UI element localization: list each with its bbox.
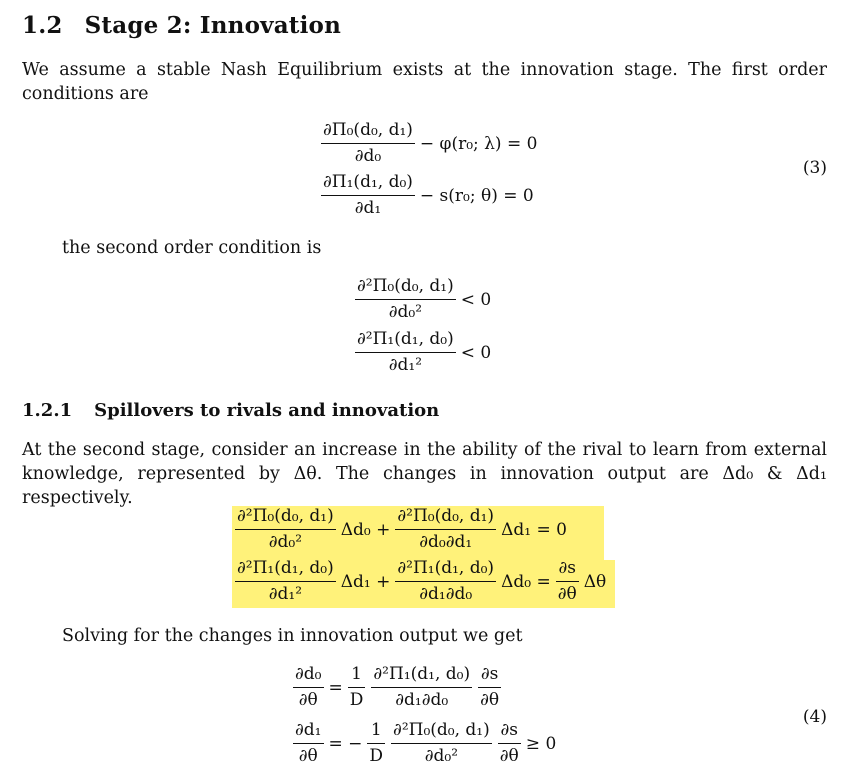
sys-1-f1-numerator: ∂²Π₀(d₀, d₁)	[237, 506, 334, 526]
sol-1-equals: =	[328, 677, 343, 698]
sys-2-term-3: Δθ	[583, 571, 607, 592]
intro-paragraph: We assume a stable Nash Equilibrium exists at the innovation stage. The first order conditions are	[22, 60, 827, 104]
foc-equation-2	[318, 172, 536, 219]
sys-2-f1-numerator: ∂²Π₁(d₁, d₀)	[237, 558, 334, 578]
soc-1-rest: < 0	[460, 289, 492, 310]
sys-2-f1-denominator: ∂d₁²	[268, 584, 303, 604]
fraction-bar	[355, 299, 456, 300]
sol-2-c-numerator: 1	[370, 720, 382, 740]
sys-1-f2-denominator: ∂d₀∂d₁	[419, 532, 473, 552]
sys-2-f2-denominator: ∂d₁∂d₀	[419, 584, 473, 604]
fraction-bar	[348, 687, 366, 688]
fraction-bar	[235, 529, 336, 530]
sol-1-f-numerator: ∂²Π₁(d₁, d₀)	[373, 664, 471, 684]
fraction-bar	[371, 687, 472, 688]
foc-equation-1	[318, 120, 539, 167]
equation-number-3: (3)	[802, 158, 827, 178]
sys-2-term-2: Δd₀ =	[501, 571, 551, 592]
sys-1-fraction-1	[235, 506, 336, 553]
sol-2-f-numerator: ∂²Π₀(d₀, d₁)	[393, 720, 490, 740]
sys-1-f1-denominator: ∂d₀²	[268, 532, 303, 552]
solution-equation-1	[290, 664, 504, 711]
fraction-bar	[293, 687, 324, 688]
fraction-bar	[293, 743, 324, 744]
fraction-bar	[498, 743, 521, 744]
foc-2-fraction	[321, 172, 415, 219]
sys-2-f2-numerator: ∂²Π₁(d₁, d₀)	[397, 558, 495, 578]
sol-1-c-denominator: D	[349, 690, 364, 710]
foc-1-rest: − φ(r₀; λ) = 0	[419, 133, 538, 154]
soc-intro-text: the second order condition is	[62, 238, 322, 258]
system-equation-1	[232, 506, 569, 553]
fraction-bar	[478, 687, 501, 688]
sol-1-s-numerator: ∂s	[480, 664, 499, 684]
fraction-bar	[556, 581, 579, 582]
foc-2-numerator: ∂Π₁(d₁, d₀)	[323, 172, 413, 192]
sol-2-lhs-numerator: ∂d₁	[295, 720, 322, 740]
soc-1-denominator: ∂d₀²	[388, 302, 423, 322]
equation-number-4: (4)	[802, 707, 827, 727]
soc-2-numerator: ∂²Π₁(d₁, d₀)	[357, 329, 454, 349]
soc-2-fraction	[355, 329, 456, 376]
sol-2-lhs	[293, 720, 324, 767]
fraction-bar	[395, 529, 496, 530]
sol-2-f-denominator: ∂d₀²	[424, 746, 459, 766]
fraction-bar	[367, 743, 385, 744]
soc-1-numerator: ∂²Π₀(d₀, d₁)	[357, 276, 454, 296]
soc-2-rest: < 0	[460, 342, 492, 363]
sys-2-fraction-2	[395, 558, 496, 605]
soc-equation-1	[352, 276, 493, 323]
fraction-bar	[391, 743, 492, 744]
foc-1-denominator: ∂d₀	[354, 146, 382, 166]
subsection-number: 1.2.1	[22, 400, 73, 421]
sol-2-rest: ≥ 0	[525, 733, 557, 754]
sol-2-equals: = −	[328, 733, 363, 754]
soc-1-fraction	[355, 276, 456, 323]
sys-1-f2-numerator: ∂²Π₀(d₀, d₁)	[397, 506, 495, 526]
fraction-bar	[321, 195, 415, 196]
sol-1-lhs	[293, 664, 324, 711]
sys-1-fraction-2	[395, 506, 496, 553]
sol-2-s-denominator: ∂θ	[499, 746, 519, 766]
solving-text: Solving for the changes in innovation output we get	[62, 626, 523, 646]
sys-1-term-2: Δd₁ = 0	[501, 519, 567, 540]
section-number: 1.2	[22, 12, 63, 39]
soc-equation-2	[352, 329, 493, 376]
sys-2-f3-denominator: ∂θ	[557, 584, 577, 604]
sys-1-term-1: Δd₀ +	[340, 519, 391, 540]
sol-2-coefficient	[367, 720, 385, 767]
sol-1-cross-partial	[371, 664, 472, 711]
spillover-paragraph: At the second stage, consider an increase in the ability of the rival to learn from external knowledge, represented by Δθ. The changes in innovation output are Δd₀ & Δd₁ respectively.	[22, 440, 827, 508]
sol-2-second-partial	[391, 720, 492, 767]
section-heading	[22, 12, 341, 39]
sol-1-c-numerator: 1	[351, 664, 362, 684]
sol-1-s-denominator: ∂θ	[480, 690, 500, 710]
sol-2-c-denominator: D	[369, 746, 384, 766]
foc-2-denominator: ∂d₁	[354, 198, 382, 218]
foc-1-fraction	[321, 120, 415, 167]
foc-2-rest: − s(r₀; θ) = 0	[419, 185, 534, 206]
subsection-heading	[22, 400, 439, 421]
sol-1-ds-dtheta	[478, 664, 501, 711]
sol-1-lhs-denominator: ∂θ	[298, 690, 318, 710]
sol-2-lhs-denominator: ∂θ	[298, 746, 318, 766]
sys-2-fraction-3	[556, 558, 579, 605]
fraction-bar	[321, 143, 415, 144]
fraction-bar	[235, 581, 336, 582]
sol-2-s-numerator: ∂s	[500, 720, 519, 740]
sys-2-fraction-1	[235, 558, 336, 605]
solution-equation-2	[290, 720, 558, 767]
system-equation-2	[232, 558, 608, 605]
sol-1-lhs-numerator: ∂d₀	[295, 664, 322, 684]
foc-1-numerator: ∂Π₀(d₀, d₁)	[323, 120, 413, 140]
sys-2-f3-numerator: ∂s	[558, 558, 576, 578]
fraction-bar	[395, 581, 496, 582]
sol-1-coefficient	[348, 664, 366, 711]
section-title: Stage 2: Innovation	[84, 12, 342, 39]
sys-2-term-1: Δd₁ +	[340, 571, 391, 592]
fraction-bar	[355, 352, 456, 353]
sol-2-ds-dtheta	[498, 720, 521, 767]
subsection-title: Spillovers to rivals and innovation	[94, 400, 440, 421]
sol-1-f-denominator: ∂d₁∂d₀	[395, 690, 449, 710]
soc-2-denominator: ∂d₁²	[388, 355, 423, 375]
